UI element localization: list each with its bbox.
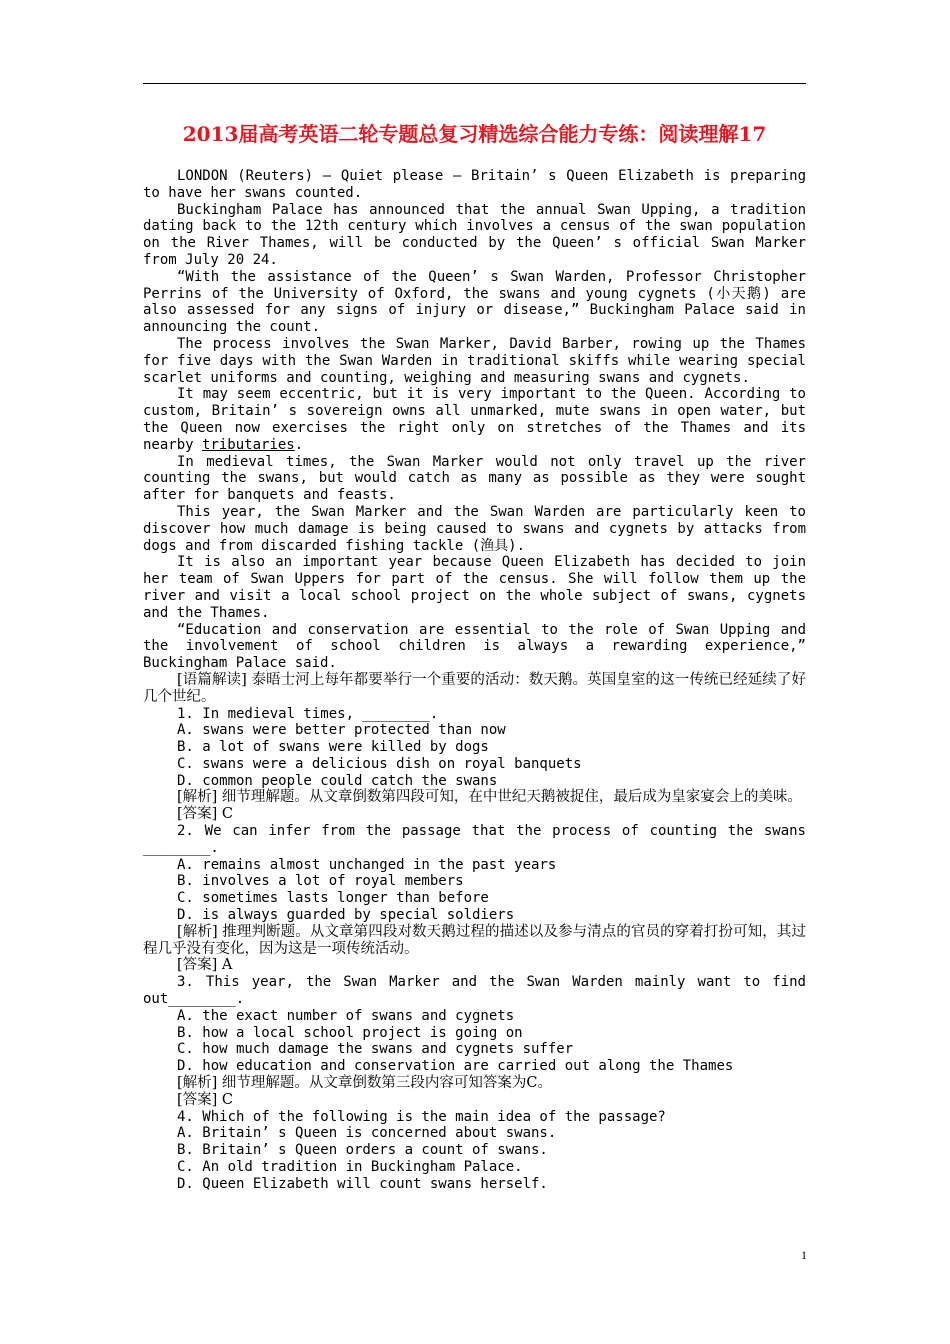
passage-paragraph: LONDON (Reuters) — Quiet please — Britain’ s Queen Elizabeth is preparing to have her swans counted. <box>143 168 806 201</box>
answer-option: A. Britain’ s Queen is concerned about swans. <box>177 1125 557 1142</box>
question-stem: 4. Which of the following is the main idea of the passage? <box>177 1108 666 1125</box>
question-stem: 3. This year, the Swan Marker and the Swan Warden mainly want to find out________. <box>143 974 806 1008</box>
question-answer: [答案] C <box>177 806 234 823</box>
passage-paragraph: “Education and conservation are essential to the role of Swan Upping and the involvement of school children is always a rewarding experience,” Buckingham Palace said. <box>143 621 806 672</box>
question-analysis: [解析] 细节理解题。从文章倒数第三段内容可知答案为C。 <box>177 1075 553 1092</box>
answer-option: B. how a local school project is going on <box>177 1024 523 1041</box>
document-body <box>143 168 806 1193</box>
answer-option: B. a lot of swans were killed by dogs <box>177 739 489 756</box>
passage-paragraph: This year, the Swan Marker and the Swan Warden are particularly keen to discover how much damage is being caused to swans and cygnets by attacks from dogs and from discarded fishing tackle (渔具). <box>143 503 806 554</box>
answer-option: D. is always guarded by special soldiers <box>177 907 515 924</box>
answer-option: D. Queen Elizabeth will count swans herself. <box>177 1175 548 1192</box>
passage-intro: [语篇解读] 泰晤士河上每年都要举行一个重要的活动：数天鹅。英国皇室的这一传统已经延续了好几个世纪。 <box>143 671 806 705</box>
paragraph-text: It may seem eccentric, but it is very important to the Queen. According to custom, Britain’ s sovereign owns all unmarked, mute swans in open water, but the Queen now exercises the right only on stretches of the Thames and its nearby <box>143 386 806 453</box>
passage-paragraph: Buckingham Palace has announced that the annual Swan Upping, a tradition dating back to the 12th century which involves a census of the swan population on the River Thames, will be conducted by the Queen’ s official Swan Marker from July 20 24. <box>143 201 806 268</box>
document-title: 2013届高考英语二轮专题总复习精选综合能力专练：阅读理解17 <box>182 122 767 146</box>
question-answer: [答案] A <box>177 957 233 974</box>
answer-option: C. how much damage the swans and cygnets suffer <box>177 1041 574 1058</box>
passage-paragraph: The process involves the Swan Marker, David Barber, rowing up the Thames for five days with the Swan Warden in traditional skiffs while wearing special scarlet uniforms and counting, weighing and measuring swans and cygnets. <box>143 335 806 386</box>
question-stem: 2. We can infer from the passage that the process of counting the swans ________. <box>143 823 806 856</box>
answer-option: A. swans were better protected than now <box>177 722 506 739</box>
answer-option: C. An old tradition in Buckingham Palace. <box>177 1159 523 1176</box>
header-rule <box>143 83 806 84</box>
answer-option: D. how education and conservation are carried out along the Thames <box>177 1058 734 1075</box>
answer-option: D. common people could catch the swans <box>177 772 498 789</box>
question-analysis: [解析] 推理判断题。从文章第四段对数天鹅过程的描述以及参与清点的官员的穿着打扮可知，其过程几乎没有变化，因为这是一项传统活动。 <box>143 923 806 957</box>
answer-option: C. sometimes lasts longer than before <box>177 890 489 907</box>
passage-paragraph: It is also an important year because Queen Elizabeth has decided to join her team of Swan Uppers for part of the census. She will follow them up the river and visit a local school project on the whole subject of swans, cygnets and the Thames. <box>143 554 806 621</box>
answer-option: C. swans were a delicious dish on royal banquets <box>177 755 582 772</box>
answer-option: B. involves a lot of royal members <box>177 873 464 890</box>
question-analysis: [解析] 细节理解题。从文章倒数第四段可知，在中世纪天鹅被捉住，最后成为皇家宴会上的美味。 <box>177 789 802 806</box>
underlined-word: tributaries <box>202 436 295 453</box>
page-number: 1 <box>801 1248 807 1262</box>
question-answer: [答案] C <box>177 1091 234 1108</box>
question-stem: 1. In medieval times, ________. <box>177 705 439 722</box>
paragraph-text: . <box>294 436 304 453</box>
passage-paragraph: In medieval times, the Swan Marker would not only travel up the river counting the swans, but would catch as many as possible as they were sought after for banquets and feasts. <box>143 453 806 504</box>
answer-option: A. the exact number of swans and cygnets <box>177 1007 515 1024</box>
answer-option: A. remains almost unchanged in the past years <box>177 856 557 873</box>
answer-option: B. Britain’ s Queen orders a count of swans. <box>177 1142 548 1159</box>
passage-paragraph <box>143 386 806 453</box>
passage-paragraph: “With the assistance of the Queen’ s Swan Warden, Professor Christopher Perrins of the University of Oxford, the swans and young cygnets (小天鹅) are also assessed for any signs of injury or disease,” Buckingham Palace said in announcing the count. <box>143 268 806 336</box>
